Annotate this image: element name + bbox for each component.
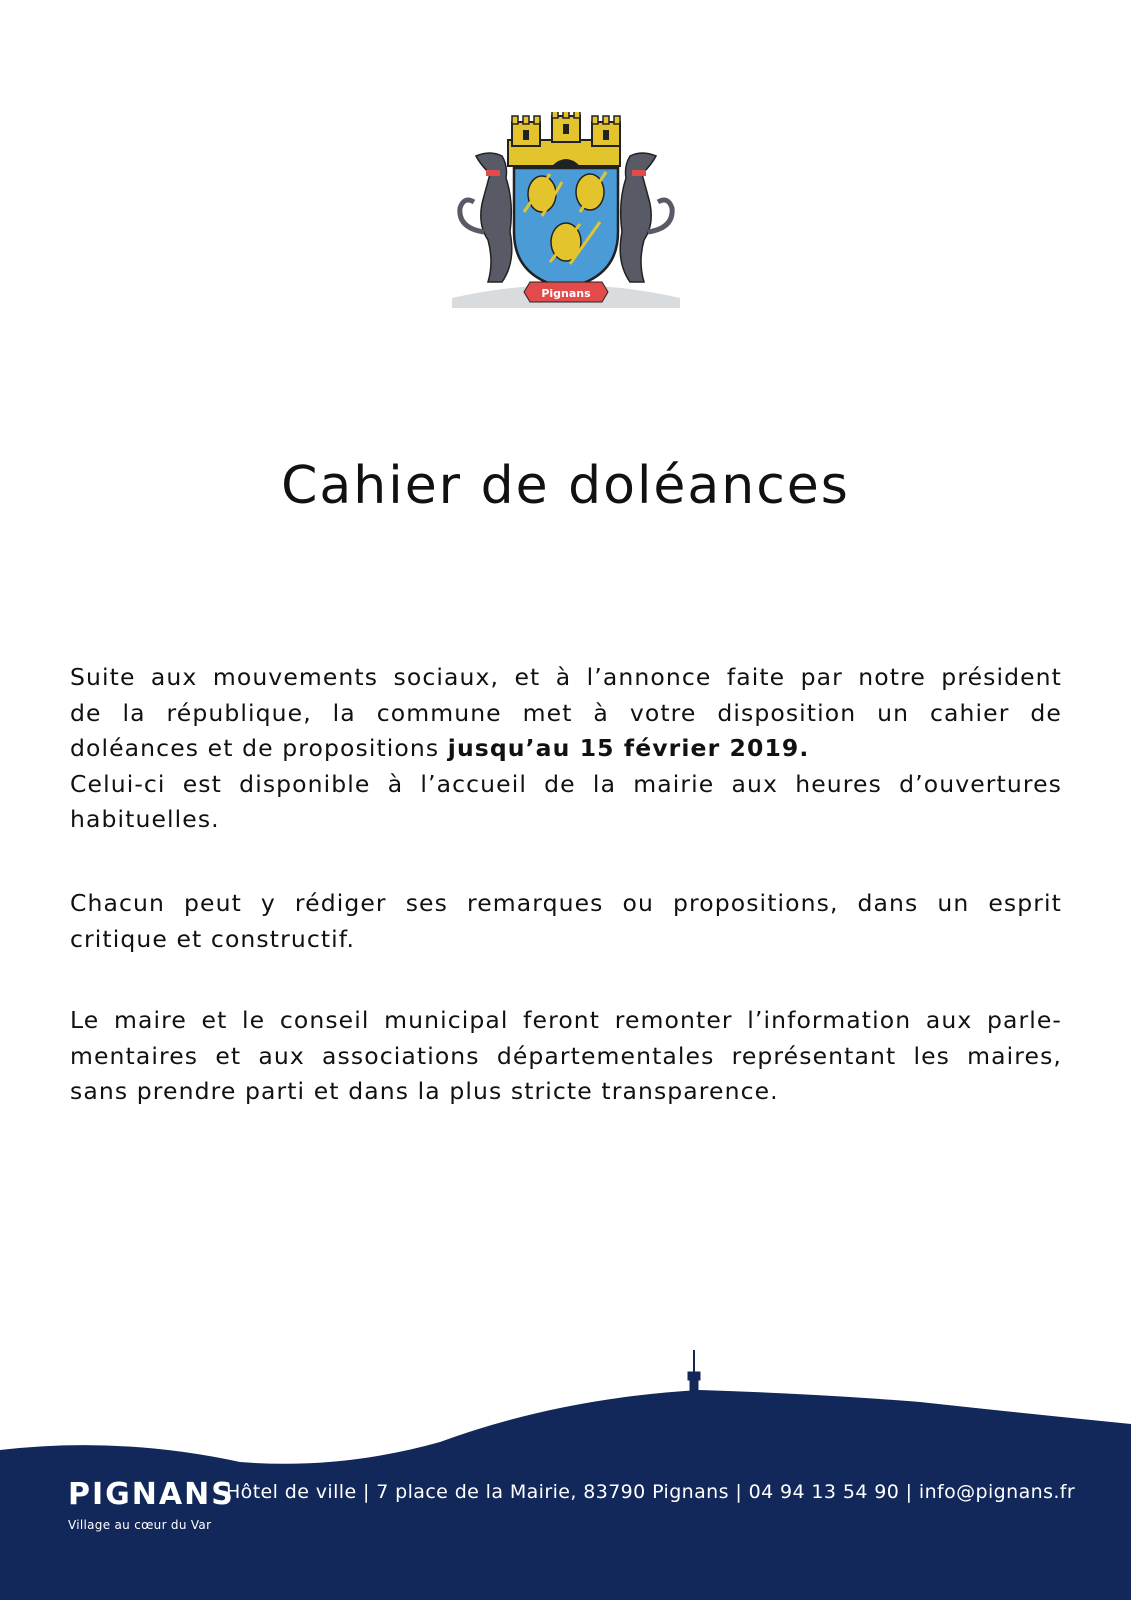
banner-text: Pignans: [541, 287, 591, 300]
footer-logo-wordmark: PIGNANS: [68, 1477, 235, 1512]
paragraph-instructions: [70, 886, 1062, 957]
mural-crown-icon: [508, 112, 620, 166]
footer-contact-line: Hôtel de ville | 7 place de la Mairie, 83790 Pignans | 04 94 13 54 90 | info@pignans.fr: [226, 1481, 1076, 1503]
paragraph-line: critique et constructif.: [70, 924, 356, 953]
hill-silhouette-illustration: [0, 1350, 1131, 1600]
paragraph-line: Celui-ci est disponible à l’accueil de la mairie aux heures d’ouvertures: [70, 769, 1062, 798]
paragraph-line: sans prendre parti et dans la plus stricte transparence.: [70, 1077, 779, 1105]
paragraph-line: mentaires et aux associations départementales représentant les maires,: [70, 1041, 1062, 1070]
paragraph-council: [70, 1003, 1062, 1110]
greyhound-right-icon: [620, 153, 672, 282]
deadline-date: jusqu’au 15 février 2019.: [447, 734, 810, 762]
coat-of-arms-emblem: [450, 112, 682, 308]
page-title: Cahier de doléances: [281, 456, 850, 516]
paragraph-line: Chacun peut y rédiger ses remarques ou propositions, dans un esprit: [70, 889, 1062, 917]
paragraph-announcement: [70, 660, 1062, 838]
antenna-tower-icon: [686, 1350, 702, 1396]
paragraph-line: doléances et de propositions: [70, 734, 448, 762]
paragraph-line: habituelles.: [70, 805, 220, 833]
paragraph-line: Le maire et le conseil municipal feront remonter l’information aux parle-: [70, 1006, 1062, 1034]
greyhound-left-icon: [460, 153, 512, 282]
paragraph-line: Suite aux mouvements sociaux, et à l’annonce faite par notre président: [70, 663, 1062, 691]
paragraph-line-deadline: [70, 731, 1062, 767]
footer-logo-tagline: Village au cœur du Var: [68, 1518, 212, 1532]
paragraph-line: de la république, la commune met à votre disposition un cahier de: [70, 698, 1062, 727]
